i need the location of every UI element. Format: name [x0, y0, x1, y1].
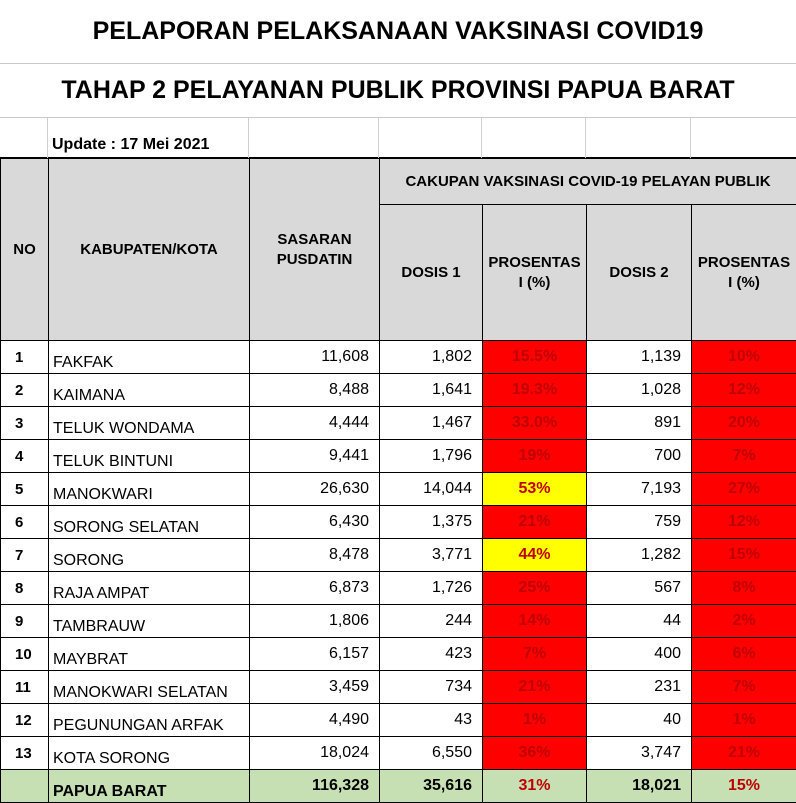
dosis1-value: 734 [380, 671, 483, 704]
total-no-cell [1, 770, 49, 803]
sasaran-value: 1,806 [250, 605, 380, 638]
dosis2-percent: 7% [692, 671, 796, 704]
dosis1-percent: 36% [483, 737, 587, 770]
dosis2-percent: 10% [692, 341, 796, 374]
dosis2-value: 3,747 [587, 737, 692, 770]
header-prosentasi2: PROSENTAS I (%) [692, 205, 796, 341]
sasaran-value: 4,490 [250, 704, 380, 737]
dosis2-percent: 8% [692, 572, 796, 605]
dosis1-percent: 19.3% [483, 374, 587, 407]
sasaran-value: 8,488 [250, 374, 380, 407]
dosis1-value: 1,641 [380, 374, 483, 407]
update-row [0, 118, 796, 158]
dosis1-percent: 21% [483, 671, 587, 704]
sasaran-value: 26,630 [250, 473, 380, 506]
table-row [1, 341, 796, 374]
total-dosis2: 18,021 [587, 770, 692, 803]
dosis2-value: 1,282 [587, 539, 692, 572]
dosis1-value: 3,771 [380, 539, 483, 572]
dosis2-percent: 12% [692, 374, 796, 407]
total-name: PAPUA BARAT [49, 770, 250, 803]
row-number: 8 [1, 572, 49, 605]
dosis2-value: 7,193 [587, 473, 692, 506]
dosis2-percent: 1% [692, 704, 796, 737]
dosis1-percent: 33.0% [483, 407, 587, 440]
table-body [1, 341, 796, 803]
dosis1-value: 43 [380, 704, 483, 737]
header-sasaran: SASARAN PUSDATIN [250, 159, 380, 341]
header-dosis2: DOSIS 2 [587, 205, 692, 341]
table-row [1, 704, 796, 737]
row-number: 7 [1, 539, 49, 572]
dosis1-value: 14,044 [380, 473, 483, 506]
dosis1-value: 1,726 [380, 572, 483, 605]
dosis2-value: 40 [587, 704, 692, 737]
table-row [1, 605, 796, 638]
dosis2-value: 231 [587, 671, 692, 704]
row-number: 5 [1, 473, 49, 506]
table-row [1, 506, 796, 539]
dosis1-percent: 25% [483, 572, 587, 605]
sasaran-value: 8,478 [250, 539, 380, 572]
kabupaten-name: KOTA SORONG [49, 737, 250, 770]
header-kabupaten: KABUPATEN/KOTA [49, 159, 250, 341]
report-subtitle: TAHAP 2 PELAYANAN PUBLIK PROVINSI PAPUA BARAT [0, 64, 796, 118]
dosis1-percent: 44% [483, 539, 587, 572]
kabupaten-name: RAJA AMPAT [49, 572, 250, 605]
dosis2-value: 759 [587, 506, 692, 539]
dosis1-percent: 15.5% [483, 341, 587, 374]
table-row [1, 407, 796, 440]
kabupaten-name: MANOKWARI [49, 473, 250, 506]
dosis2-value: 400 [587, 638, 692, 671]
row-number: 12 [1, 704, 49, 737]
dosis2-value: 891 [587, 407, 692, 440]
row-number: 1 [1, 341, 49, 374]
table-row [1, 671, 796, 704]
table-row [1, 539, 796, 572]
dosis2-percent: 15% [692, 539, 796, 572]
dosis1-value: 1,796 [380, 440, 483, 473]
row-number: 13 [1, 737, 49, 770]
update-date: Update : 17 Mei 2021 [52, 136, 209, 154]
dosis1-value: 1,802 [380, 341, 483, 374]
table-row [1, 473, 796, 506]
header-dosis1: DOSIS 1 [380, 205, 483, 341]
kabupaten-name: TELUK WONDAMA [49, 407, 250, 440]
kabupaten-name: TAMBRAUW [49, 605, 250, 638]
kabupaten-name: MANOKWARI SELATAN [49, 671, 250, 704]
row-number: 6 [1, 506, 49, 539]
dosis1-value: 6,550 [380, 737, 483, 770]
dosis2-value: 44 [587, 605, 692, 638]
dosis2-percent: 12% [692, 506, 796, 539]
sasaran-value: 4,444 [250, 407, 380, 440]
dosis2-value: 1,028 [587, 374, 692, 407]
kabupaten-name: KAIMANA [49, 374, 250, 407]
kabupaten-name: TELUK BINTUNI [49, 440, 250, 473]
row-number: 11 [1, 671, 49, 704]
row-number: 10 [1, 638, 49, 671]
dosis1-value: 1,375 [380, 506, 483, 539]
vaccination-table [0, 158, 796, 803]
dosis2-percent: 6% [692, 638, 796, 671]
dosis2-value: 567 [587, 572, 692, 605]
header-cakupan: CAKUPAN VAKSINASI COVID-19 PELAYAN PUBLIK [380, 159, 796, 205]
dosis2-value: 1,139 [587, 341, 692, 374]
dosis2-percent: 7% [692, 440, 796, 473]
table-row [1, 374, 796, 407]
dosis1-value: 423 [380, 638, 483, 671]
total-row [1, 770, 796, 803]
total-dosis1-percent: 31% [483, 770, 587, 803]
kabupaten-name: SORONG [49, 539, 250, 572]
header-prosentasi1: PROSENTAS I (%) [483, 205, 587, 341]
dosis1-value: 1,467 [380, 407, 483, 440]
row-number: 4 [1, 440, 49, 473]
dosis1-percent: 21% [483, 506, 587, 539]
dosis2-value: 700 [587, 440, 692, 473]
total-dosis1: 35,616 [380, 770, 483, 803]
table-row [1, 638, 796, 671]
kabupaten-name: MAYBRAT [49, 638, 250, 671]
sasaran-value: 3,459 [250, 671, 380, 704]
dosis1-percent: 14% [483, 605, 587, 638]
sasaran-value: 6,430 [250, 506, 380, 539]
kabupaten-name: SORONG SELATAN [49, 506, 250, 539]
dosis2-percent: 2% [692, 605, 796, 638]
header-no: NO [1, 159, 49, 341]
dosis1-percent: 1% [483, 704, 587, 737]
sasaran-value: 11,608 [250, 341, 380, 374]
dosis2-percent: 21% [692, 737, 796, 770]
kabupaten-name: PEGUNUNGAN ARFAK [49, 704, 250, 737]
dosis2-percent: 27% [692, 473, 796, 506]
sasaran-value: 6,873 [250, 572, 380, 605]
total-dosis2-percent: 15% [692, 770, 796, 803]
dosis1-percent: 7% [483, 638, 587, 671]
dosis1-percent: 53% [483, 473, 587, 506]
dosis2-percent: 20% [692, 407, 796, 440]
table-row [1, 572, 796, 605]
sasaran-value: 18,024 [250, 737, 380, 770]
sasaran-value: 9,441 [250, 440, 380, 473]
report-title: PELAPORAN PELAKSANAAN VAKSINASI COVID19 [0, 0, 796, 64]
total-sasaran: 116,328 [250, 770, 380, 803]
table-row [1, 737, 796, 770]
dosis1-percent: 19% [483, 440, 587, 473]
row-number: 9 [1, 605, 49, 638]
table-row [1, 440, 796, 473]
kabupaten-name: FAKFAK [49, 341, 250, 374]
dosis1-value: 244 [380, 605, 483, 638]
row-number: 2 [1, 374, 49, 407]
sasaran-value: 6,157 [250, 638, 380, 671]
row-number: 3 [1, 407, 49, 440]
